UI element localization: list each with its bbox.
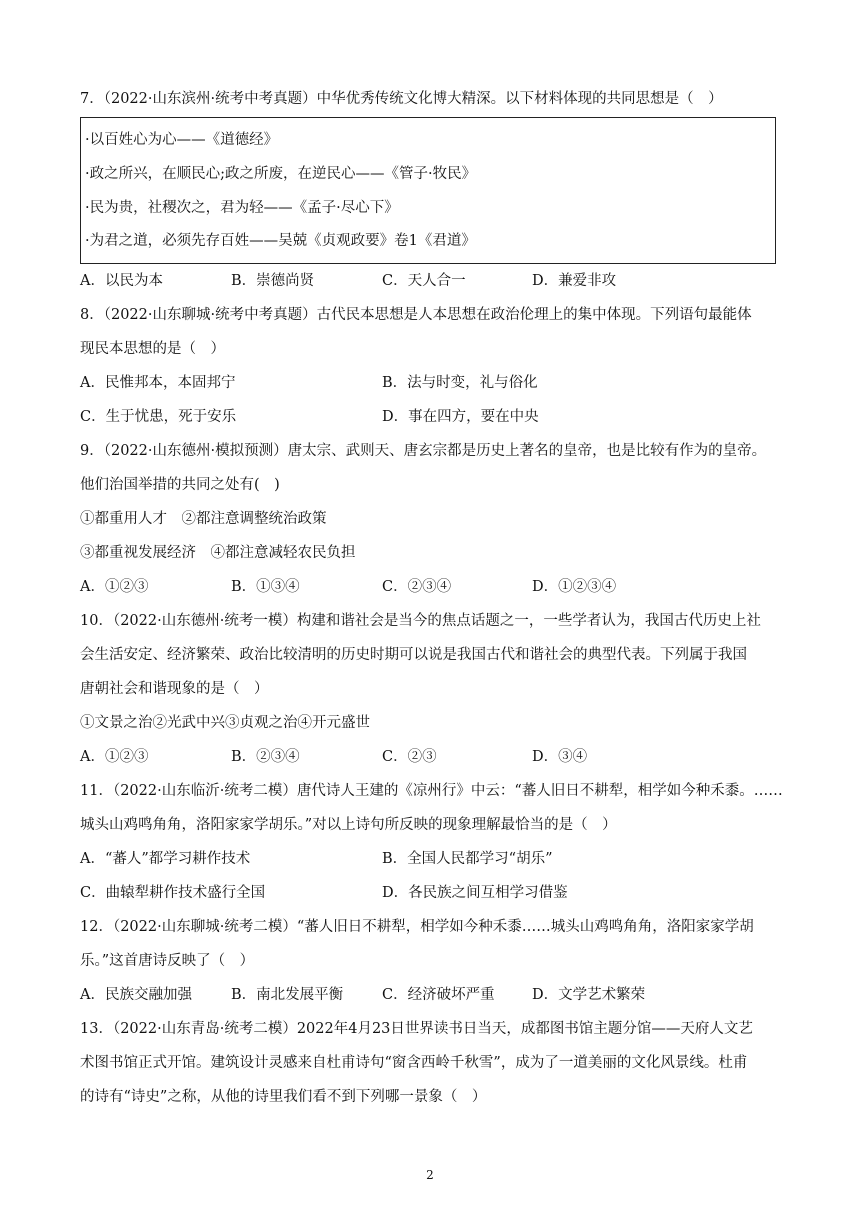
material-line: ·以百姓心为心——《道德经》: [85, 132, 279, 148]
question-10-option-a: A．①②③: [80, 749, 149, 765]
question-9-item: ①都重用人才 ②都注意调整统治政策: [80, 511, 327, 527]
question-13-stem-line: 术图书馆正式开馆。建筑设计灵感来自杜甫诗句“窗含西岭千秋雪”，成为了一道美丽的文化风景线。杜甫: [80, 1055, 748, 1071]
question-7-stem: 7．（2022·山东滨州·统考中考真题）中华优秀传统文化博大精深。以下材料体现的共同思想是（ ）: [80, 91, 723, 107]
question-8-option-d: D．事在四方，要在中央: [382, 409, 539, 425]
question-12-option-c: C．经济破坏严重: [382, 987, 495, 1003]
question-8-option-c: C．生于忧患，死于安乐: [80, 409, 237, 425]
question-10-item: ①文景之治②光武中兴③贞观之治④开元盛世: [80, 715, 370, 731]
question-8-option-a: A．民惟邦本，本固邦宁: [80, 375, 236, 391]
question-12-stem-line: 12．（2022·山东聊城·统考二模）“蕃人旧日不耕犁，相学如今种禾黍……城头山鸡鸣角角，洛阳家家学胡: [80, 919, 754, 935]
material-line: ·为君之道，必须先存百姓——吴兢《贞观政要》卷1《君道》: [85, 233, 476, 249]
question-7-option-b: B．崇德尚贤: [231, 273, 315, 289]
question-7-option-c: C．天人合一: [382, 273, 466, 289]
question-12-stem-line: 乐。”这首唐诗反映了（ ）: [80, 953, 255, 969]
question-9-option-a: A．①②③: [80, 579, 149, 595]
material-line: ·民为贵，社稷次之，君为轻——《孟子·尽心下》: [85, 200, 399, 216]
question-7-material-box: [80, 117, 776, 264]
question-10-stem-line: 唐朝社会和谐现象的是（ ）: [80, 681, 269, 697]
question-12-option-a: A．民族交融加强: [80, 987, 192, 1003]
question-9-option-b: B．①③④: [231, 579, 300, 595]
question-13-stem-line: 13．（2022·山东青岛·统考二模）2022年4月23日世界读书日当天，成都图书馆主题分馆——天府人文艺: [80, 1021, 753, 1037]
question-11-option-a: A．“蕃人”都学习耕作技术: [80, 851, 251, 867]
material-line: ·政之所兴，在顺民心;政之所废，在逆民心——《管子·牧民》: [85, 166, 477, 182]
question-10-option-b: B．②③④: [231, 749, 300, 765]
question-9-stem-line: 他们治国举措的共同之处有( ): [80, 477, 280, 493]
question-10-stem-line: 10．（2022·山东德州·统考一模）构建和谐社会是当今的焦点话题之一，一些学者认为，我国古代历史上社: [80, 613, 761, 629]
question-10-stem-line: 会生活安定、经济繁荣、政治比较清明的历史时期可以说是我国古代和谐社会的典型代表。下列属于我国: [80, 647, 747, 663]
question-9-option-c: C．②③④: [382, 579, 452, 595]
question-12-option-b: B．南北发展平衡: [231, 987, 344, 1003]
question-9-item: ③都重视发展经济 ④都注意减轻农民负担: [80, 545, 356, 561]
question-11-option-c: C．曲辕犁耕作技术盛行全国: [80, 885, 266, 901]
question-11-option-d: D．各民族之间互相学习借鉴: [382, 885, 568, 901]
question-8-stem-line: 8．（2022·山东聊城·统考中考真题）古代民本思想是人本思想在政治伦理上的集中体现。下列语句最能体: [80, 307, 752, 323]
question-11-option-b: B．全国人民都学习“胡乐”: [382, 851, 553, 867]
question-8-stem-line: 现民本思想的是（ ）: [80, 341, 225, 357]
question-11-stem-line: 11．（2022·山东临沂·统考二模）唐代诗人王建的《凉州行》中云：“蕃人旧日不耕犁，相学如今种禾黍。……: [80, 783, 783, 799]
question-12-option-d: D．文学艺术繁荣: [532, 987, 646, 1003]
question-10-option-c: C．②③: [382, 749, 437, 765]
question-7-option-d: D．兼爱非攻: [532, 273, 617, 289]
question-13-stem-line: 的诗有“诗史”之称，从他的诗里我们看不到下列哪一景象（ ）: [80, 1089, 487, 1105]
question-9-stem-line: 9．（2022·山东德州·模拟预测）唐太宗、武则天、唐玄宗都是历史上著名的皇帝，也是比较有作为的皇帝。: [80, 443, 767, 459]
question-10-option-d: D．③④: [532, 749, 588, 765]
page-number: 2: [426, 1168, 434, 1182]
question-8-option-b: B．法与时变，礼与俗化: [382, 375, 538, 391]
question-9-option-d: D．①②③④: [532, 579, 617, 595]
question-11-stem-line: 城头山鸡鸣角角，洛阳家家学胡乐。”对以上诗句所反映的现象理解最恰当的是（ ）: [80, 817, 617, 833]
question-7-option-a: A．以民为本: [80, 273, 163, 289]
